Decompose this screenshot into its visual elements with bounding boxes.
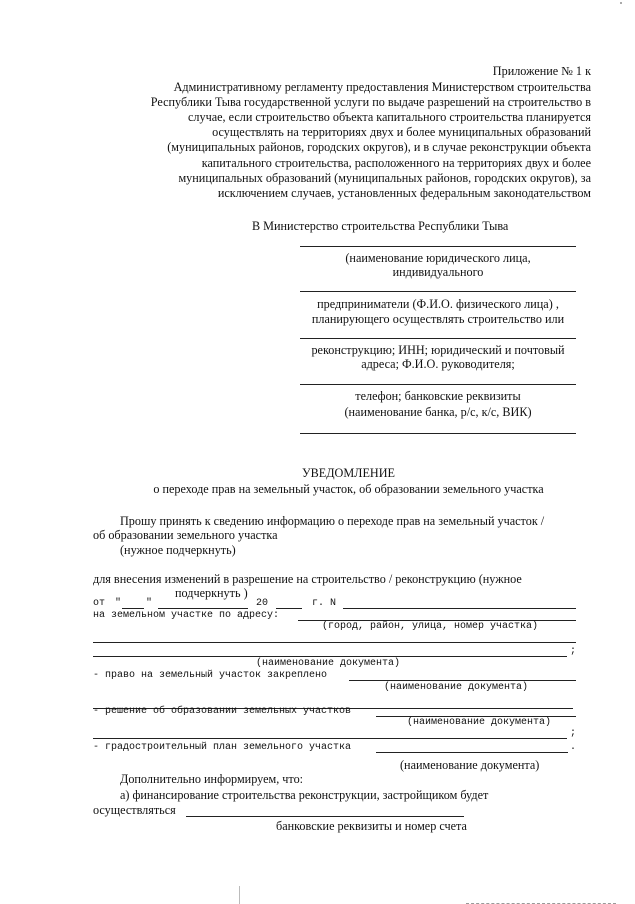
plan-label: - градостроительный план земельного участка xyxy=(93,742,352,753)
request-line-2: об образовании земельного участка xyxy=(93,528,278,542)
addressee-hint-5: реконструкцию; ИНН; юридический и почтовый xyxy=(311,343,565,357)
scan-artifact xyxy=(239,886,240,904)
number-field-line xyxy=(343,608,576,609)
land-right-label: - право на земельный участок закреплено xyxy=(93,670,328,681)
financing-field-line xyxy=(186,816,464,817)
document-field-line xyxy=(93,656,567,657)
additional-info: Дополнительно информируем, что: xyxy=(120,772,304,786)
addressee-title: В Министерство строительства Республики Тыва xyxy=(252,219,509,233)
addressee-line-2 xyxy=(300,291,576,292)
appendix-title: Приложение № 1 к xyxy=(492,64,591,78)
bank-details-hint: банковские реквизиты и номер счета xyxy=(276,819,467,833)
addressee-line-5 xyxy=(300,433,576,434)
land-right-field-line xyxy=(349,680,576,681)
addressee-line-1 xyxy=(300,246,576,247)
appendix-line-8: исключением случаев, установленных федеральным законодательством xyxy=(217,186,591,200)
plan-hint: (наименование документа) xyxy=(400,758,540,772)
appendix-line-4: осуществлять на территориях двух и более муниципальных образований xyxy=(212,125,591,139)
addressee-line-4 xyxy=(300,384,576,385)
underline-hint-2: подчеркнуть ) xyxy=(175,586,248,600)
date-from-label: от xyxy=(93,598,106,609)
address-line-2 xyxy=(93,642,576,643)
addressee-line-3 xyxy=(300,338,576,339)
plan-period: . xyxy=(570,742,577,753)
document-hint: (наименование документа) xyxy=(256,658,401,669)
financing-line-1: а) финансирование строительства реконструкции, застройщиком будет xyxy=(120,788,489,802)
notice-subtitle: о переходе прав на земельный участок, об образовании земельного участка xyxy=(153,482,544,496)
addressee-hint-6: адреса; Ф.И.О. руководителя; xyxy=(361,357,515,371)
land-right-hint: (наименование документа) xyxy=(384,682,529,693)
request-line-1: Прошу принять к сведению информацию о переходе прав на земельный участок / xyxy=(120,514,545,528)
appendix-line-3: случае, если строительство объекта капитального строительства планируется xyxy=(187,110,591,124)
addressee-hint-4: планирующего осуществлять строительство или xyxy=(311,312,565,326)
addressee-hint-7: телефон; банковские реквизиты xyxy=(355,389,521,403)
date-quote-open: " xyxy=(115,598,122,609)
document-semicolon: ; xyxy=(570,646,577,657)
date-year-prefix: 20 xyxy=(256,598,269,609)
plan-field-line xyxy=(376,752,568,753)
addressee-hint-1: (наименование юридического лица, xyxy=(345,251,531,265)
appendix-line-7: муниципальных образований (муниципальных районов, городских округов), за xyxy=(178,171,591,185)
date-quote-close: " xyxy=(146,598,153,609)
appendix-line-1: Административному регламенту предоставления Министерством строительства xyxy=(173,80,591,94)
decision-line-2 xyxy=(93,738,567,739)
scan-artifact-top xyxy=(620,2,622,4)
purpose-text: для внесения изменений в разрешение на строительство / реконструкцию (нужное xyxy=(93,572,522,586)
address-label: на земельном участке по адресу: xyxy=(93,610,280,621)
underline-hint-1: (нужное подчеркнуть) xyxy=(120,543,236,557)
number-label: г. N xyxy=(312,598,337,609)
decision-label: - решение об образовании земельных участков xyxy=(93,706,352,717)
addressee-hint-8: (наименование банка, р/с, к/с, ВИК) xyxy=(344,405,532,419)
address-hint: (город, район, улица, номер участка) xyxy=(322,621,539,632)
month-field-line xyxy=(158,608,248,609)
decision-semicolon: ; xyxy=(570,728,577,739)
decision-hint: (наименование документа) xyxy=(407,717,552,728)
addressee-hint-2: индивидуального xyxy=(392,265,484,279)
notice-title: УВЕДОМЛЕНИЕ xyxy=(302,466,395,480)
appendix-line-6: капитального строительства, расположенного на территориях двух и более xyxy=(201,156,591,170)
day-field-line xyxy=(122,608,144,609)
financing-line-2: осуществляться xyxy=(93,803,176,817)
appendix-line-5: (муниципальных районов, городских округов), и в случае реконструкции объекта xyxy=(167,140,591,154)
year-field-line xyxy=(276,608,302,609)
appendix-line-2: Республики Тыва государственной услуги по выдаче разрешений на строительство в xyxy=(150,95,591,109)
addressee-hint-3: предприниматели (Ф.И.О. физического лица) , xyxy=(317,297,559,311)
